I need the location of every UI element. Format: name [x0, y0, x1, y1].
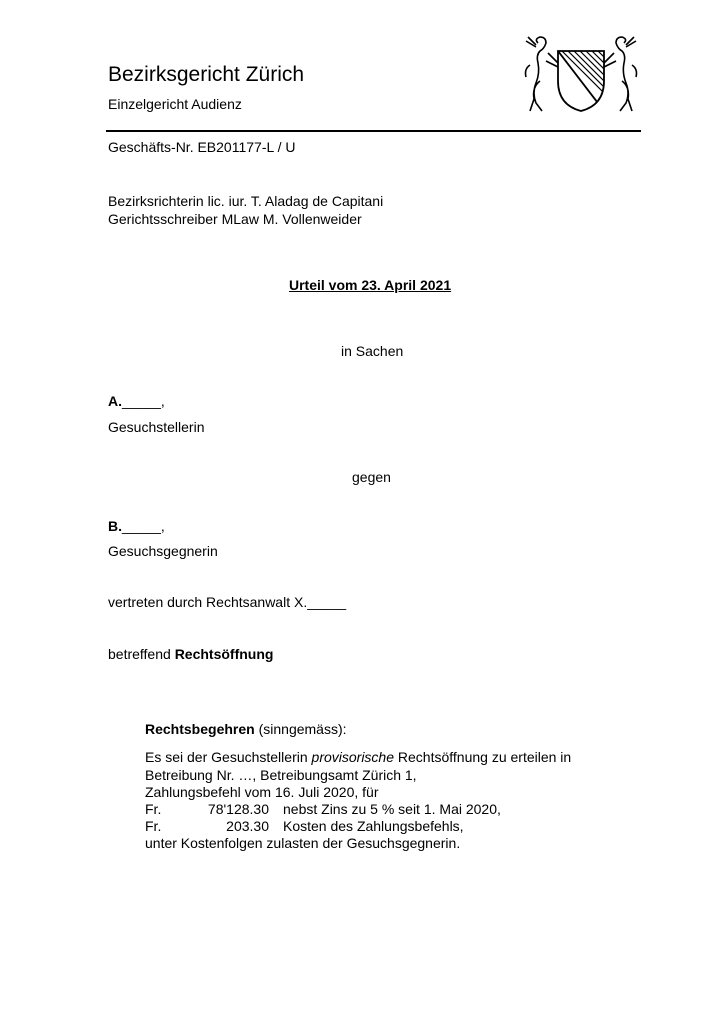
request-closing: unter Kostenfolgen zulasten der Gesuchsgegnerin. [145, 835, 461, 851]
versus-label: gegen [352, 469, 391, 485]
item-currency: Fr. [145, 818, 162, 834]
defendant-name-line [108, 518, 165, 534]
representation-line: vertreten durch Rechtsanwalt X._____ [108, 594, 347, 610]
zurich-coat-of-arms-icon [520, 35, 642, 115]
request-heading-line [145, 721, 347, 737]
request-item-row [145, 818, 464, 834]
court-name: Bezirksgericht Zürich [108, 63, 305, 86]
plaintiff-role: Gesuchstellerin [108, 419, 205, 435]
subject-prefix: betreffend [108, 646, 175, 662]
item-amount: 203.30 [226, 818, 269, 834]
item-currency: Fr. [145, 801, 162, 817]
defendant-role: Gesuchsgegnerin [108, 543, 218, 559]
defendant-name: B. [108, 518, 122, 534]
plaintiff-blank: _____, [122, 393, 165, 409]
request-line-1-start: Es sei der Gesuchstellerin [145, 749, 312, 765]
plaintiff-name: A. [108, 393, 122, 409]
request-item-row [145, 801, 501, 817]
defendant-blank: _____, [122, 518, 165, 534]
court-subtitle: Einzelgericht Audienz [108, 96, 242, 112]
item-amount: 78'128.30 [207, 801, 269, 817]
header-divider [106, 130, 641, 132]
judgment-title: Urteil vom 23. April 2021 [289, 277, 452, 293]
request-line-1-italic: provisorische [311, 749, 395, 765]
in-sachen-label: in Sachen [341, 343, 404, 359]
request-line-2: Betreibung Nr. …, Betreibungsamt Zürich 1, [145, 767, 417, 783]
request-heading: Rechtsbegehren [145, 721, 255, 737]
subject-matter: Rechtsöffnung [174, 646, 274, 662]
plaintiff-name-line [108, 393, 165, 409]
request-line-3: Zahlungsbefehl vom 16. Juli 2020, für [145, 784, 379, 800]
request-line-1 [145, 749, 571, 765]
item-text: Kosten des Zahlungsbefehls, [283, 818, 464, 834]
request-line-1-end: Rechtsöffnung zu erteilen in [394, 749, 572, 765]
judge-line: Bezirksrichterin lic. iur. T. Aladag de Capitani [108, 193, 384, 209]
request-heading-suffix: (sinngemäss): [254, 721, 347, 737]
case-number: Geschäfts-Nr. EB201177-L / U [108, 139, 296, 155]
subject-line [108, 646, 273, 662]
item-text: nebst Zins zu 5 % seit 1. Mai 2020, [283, 801, 501, 817]
clerk-line: Gerichtsschreiber MLaw M. Vollenweider [108, 211, 362, 227]
